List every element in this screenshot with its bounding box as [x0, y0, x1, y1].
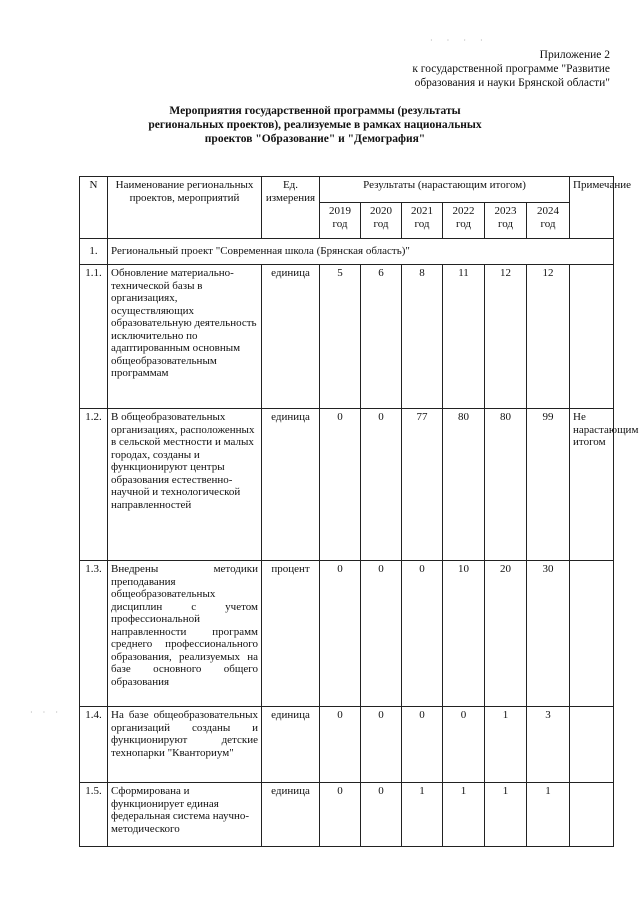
row-note	[570, 707, 614, 783]
section-num: 1.	[80, 239, 108, 265]
row-value: 30	[527, 561, 570, 707]
header-name: Наименование региональных проектов, мероприятий	[108, 177, 262, 239]
row-unit: процент	[262, 561, 320, 707]
header-note: Примечание	[570, 177, 614, 239]
row-value: 0	[320, 707, 361, 783]
table-row	[80, 707, 614, 783]
appendix-line-2: к государственной программе "Развитие	[412, 63, 610, 75]
row-value: 77	[402, 409, 443, 561]
row-value: 0	[361, 707, 402, 783]
table-row	[80, 783, 614, 847]
row-value: 12	[527, 265, 570, 409]
row-value: 99	[527, 409, 570, 561]
scan-dots: · · ·	[30, 708, 62, 717]
header-year: 2024 год	[527, 203, 570, 239]
row-num: 1.5.	[80, 783, 108, 847]
row-value: 0	[361, 409, 402, 561]
row-value: 12	[485, 265, 527, 409]
row-value: 1	[485, 707, 527, 783]
appendix-line-3: образования и науки Брянской области"	[414, 77, 610, 89]
row-value: 1	[485, 783, 527, 847]
scan-dots: · · · ·	[430, 36, 489, 45]
measures-table	[79, 176, 639, 847]
row-unit: единица	[262, 265, 320, 409]
row-value: 8	[402, 265, 443, 409]
row-value: 0	[320, 409, 361, 561]
header-results: Результаты (нарастающим итогом)	[320, 177, 570, 203]
table-row	[80, 561, 614, 707]
row-num: 1.1.	[80, 265, 108, 409]
row-unit: единица	[262, 783, 320, 847]
row-unit: единица	[262, 707, 320, 783]
row-name: Обновление материально-технической базы в организациях, осуществляющих образовательную деятельность исключительно по адаптированным основным общеобразовательным программам	[108, 265, 262, 409]
row-value: 20	[485, 561, 527, 707]
row-value: 5	[320, 265, 361, 409]
row-note	[570, 561, 614, 707]
header-year: 2020 год	[361, 203, 402, 239]
row-note: Не нарастающим итогом	[570, 409, 614, 561]
row-name: В общеобразовательных организациях, расположенных в сельской местности и малых городах, созданы и функционируют центры образования естественно-научной и технологической направленностей	[108, 409, 262, 561]
title-line-3: проектов "Образование" и "Демография"	[204, 133, 426, 145]
row-note	[570, 265, 614, 409]
row-value: 80	[485, 409, 527, 561]
row-value: 0	[320, 783, 361, 847]
header-year: 2023 год	[485, 203, 527, 239]
table-row	[80, 409, 614, 561]
header-n: N	[80, 177, 108, 239]
header-year: 2022 год	[443, 203, 485, 239]
row-value: 0	[320, 561, 361, 707]
row-num: 1.2.	[80, 409, 108, 561]
row-name: На базе общеобразовательных организаций созданы и функционируют детские технопарки "Кванториум"	[108, 707, 262, 783]
section-title: Региональный проект "Современная школа (Брянская область)"	[108, 239, 614, 265]
row-value: 0	[402, 561, 443, 707]
row-value: 1	[402, 783, 443, 847]
row-value: 0	[443, 707, 485, 783]
row-value: 1	[443, 783, 485, 847]
title-line-1: Мероприятия государственной программы (результаты	[169, 105, 461, 117]
appendix-line-1: Приложение 2	[539, 49, 610, 61]
row-name: Сформирована и функционирует единая федеральная система научно-методического	[108, 783, 262, 847]
row-value: 11	[443, 265, 485, 409]
row-unit: единица	[262, 409, 320, 561]
row-num: 1.3.	[80, 561, 108, 707]
document-title	[120, 104, 510, 146]
row-note	[570, 783, 614, 847]
header-unit: Ед. измерения	[262, 177, 320, 239]
table-row	[80, 265, 614, 409]
row-value: 10	[443, 561, 485, 707]
row-name: Внедрены методики преподавания общеобразовательных дисциплин с учетом профессиональной направленности программ среднего профессионального образования, реализуемых на базе основного общего образования	[108, 561, 262, 707]
row-value: 0	[402, 707, 443, 783]
row-value: 0	[361, 783, 402, 847]
row-value: 6	[361, 265, 402, 409]
appendix-block	[350, 48, 610, 90]
row-value: 80	[443, 409, 485, 561]
header-year: 2019 год	[320, 203, 361, 239]
row-value: 1	[527, 783, 570, 847]
row-value: 3	[527, 707, 570, 783]
header-year: 2021 год	[402, 203, 443, 239]
row-value: 0	[361, 561, 402, 707]
title-line-2: региональных проектов), реализуемые в рамках национальных	[148, 119, 482, 131]
section-row	[80, 239, 614, 265]
row-num: 1.4.	[80, 707, 108, 783]
